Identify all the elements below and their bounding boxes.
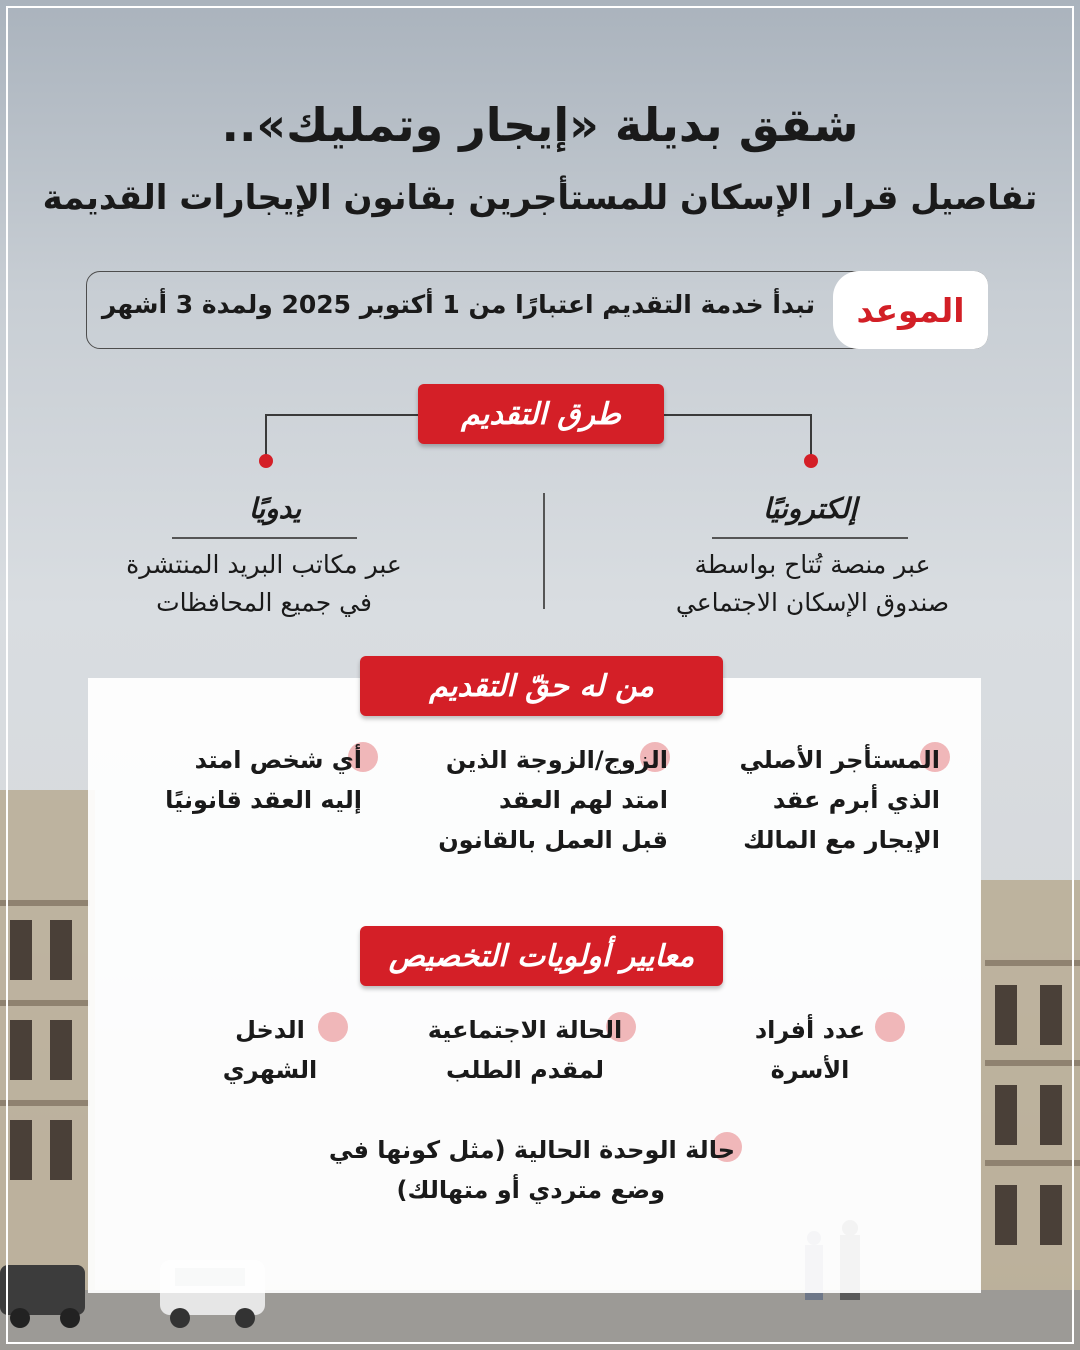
- criteria-heading: معايير أولويات التخصيص: [360, 926, 723, 986]
- criteria-item-4: حالة الوحدة الحالية (مثل كونها في وضع متردي أو متهالك): [328, 1136, 735, 1204]
- connector-left-drop: [265, 414, 267, 458]
- criteria-item-2: الحالة الاجتماعية لمقدم الطلب: [427, 1016, 623, 1084]
- method-online-description: عبر منصة تُتاح بواسطة صندوق الإسكان الاجتماعي: [675, 550, 950, 617]
- criteria-item-1: عدد أفراد الأسرة: [754, 1016, 866, 1084]
- schedule-label: الموعد: [833, 271, 988, 349]
- eligible-item-2: الزوج/الزوجة الذين امتد لهم العقد قبل العمل بالقانون: [438, 746, 668, 854]
- connector-right-drop: [810, 414, 812, 458]
- connector-dot-left: [259, 454, 273, 468]
- method-online-title: إلكترونيًا: [763, 492, 857, 525]
- eligible-item-3: أي شخص امتد إليه العقد قانونيًا: [165, 746, 362, 814]
- page-subtitle: تفاصيل قرار الإسكان للمستأجرين بقانون الإيجارات القديمة: [42, 178, 1038, 218]
- method-manual-title: يدويًا: [248, 492, 302, 525]
- schedule-box: [86, 271, 988, 349]
- page-title: شقق بديلة «إيجار وتمليك»..: [221, 98, 859, 152]
- schedule-text: تبدأ خدمة التقديم اعتبارًا من 1 أكتوبر 2025 ولمدة 3 أشهر: [101, 290, 815, 319]
- connector-dot-right: [804, 454, 818, 468]
- method-online-underline: [712, 537, 908, 539]
- method-manual-underline: [172, 537, 357, 539]
- criteria-item-3: الدخل الشهري: [222, 1016, 318, 1084]
- methods-divider: [543, 493, 545, 609]
- eligible-heading: من له حقّ التقديم: [360, 656, 723, 716]
- eligible-item-1: المستأجر الأصلي الذي أبرم عقد الإيجار مع المالك: [739, 746, 940, 854]
- methods-heading: طرق التقديم: [418, 384, 664, 444]
- method-manual-description: عبر مكاتب البريد المنتشرة في جميع المحافظات: [126, 550, 402, 617]
